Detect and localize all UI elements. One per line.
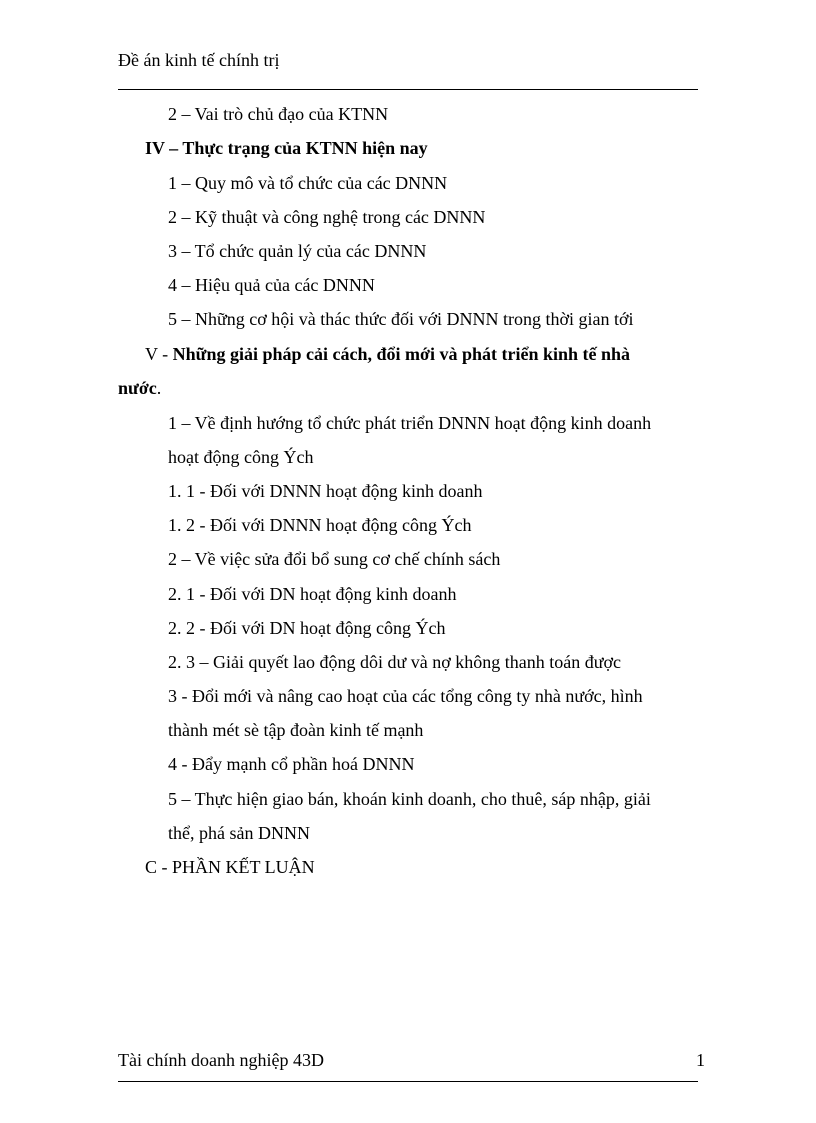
toc-line: 2 – Kỹ thuật và công nghệ trong các DNNN: [168, 207, 486, 227]
page-header-title: Đề án kinh tế chính trị: [118, 50, 280, 70]
toc-line: 3 – Tổ chức quản lý của các DNNN: [168, 241, 427, 261]
section-prefix: V -: [145, 344, 173, 364]
toc-section-heading: [145, 342, 630, 366]
toc-line: hoạt động công Ých: [168, 447, 314, 467]
toc-line: 4 – Hiệu quả của các DNNN: [168, 275, 375, 295]
toc-line: thể, phá sản DNNN: [168, 823, 310, 843]
section-suffix: .: [156, 378, 162, 398]
toc-section-heading: IV – Thực trạng của KTNN hiện nay: [145, 138, 428, 158]
toc-line: 3 - Đổi mới và nâng cao hoạt của các tổng công ty nhà nước, hình: [168, 686, 643, 706]
toc-line: 2. 2 - Đối với DN hoạt động công Ých: [168, 618, 446, 638]
toc-line: 2 – Về việc sửa đổi bổ sung cơ chế chính sách: [168, 549, 501, 569]
footer-text: Tài chính doanh nghiệp 43D: [118, 1050, 324, 1070]
toc-line: 5 – Thực hiện giao bán, khoán kinh doanh, cho thuê, sáp nhập, giải: [168, 789, 651, 809]
toc-line: 2 – Vai trò chủ đạo của KTNN: [168, 104, 389, 124]
toc-line: thành mét sè tập đoàn kinh tế mạnh: [168, 720, 424, 740]
section-title: Những giải pháp cải cách, đổi mới và phát triển kinh tế nhà: [172, 344, 631, 364]
toc-line: 2. 3 – Giải quyết lao động dôi dư và nợ không thanh toán được: [168, 652, 621, 672]
page-number: 1: [696, 1050, 705, 1070]
toc-line: 1. 2 - Đối với DNNN hoạt động công Ých: [168, 515, 472, 535]
toc-line: 1. 1 - Đối với DNNN hoạt động kinh doanh: [168, 481, 483, 501]
toc-line: 2. 1 - Đối với DN hoạt động kinh doanh: [168, 584, 457, 604]
section-title-cont: nước: [118, 378, 157, 398]
toc-line: 4 - Đẩy mạnh cổ phần hoá DNNN: [168, 754, 415, 774]
footer-rule: [118, 1081, 698, 1082]
toc-line: 1 – Về định hướng tổ chức phát triển DNNN hoạt động kinh doanh: [168, 413, 652, 433]
toc-line: 5 – Những cơ hội và thác thức đối với DNNN trong thời gian tới: [168, 309, 634, 329]
header-rule: [118, 89, 698, 90]
toc-section-heading-cont: [118, 376, 161, 400]
toc-section-heading: C - PHẦN KẾT LUẬN: [145, 857, 315, 877]
toc-line: 1 – Quy mô và tổ chức của các DNNN: [168, 173, 448, 193]
